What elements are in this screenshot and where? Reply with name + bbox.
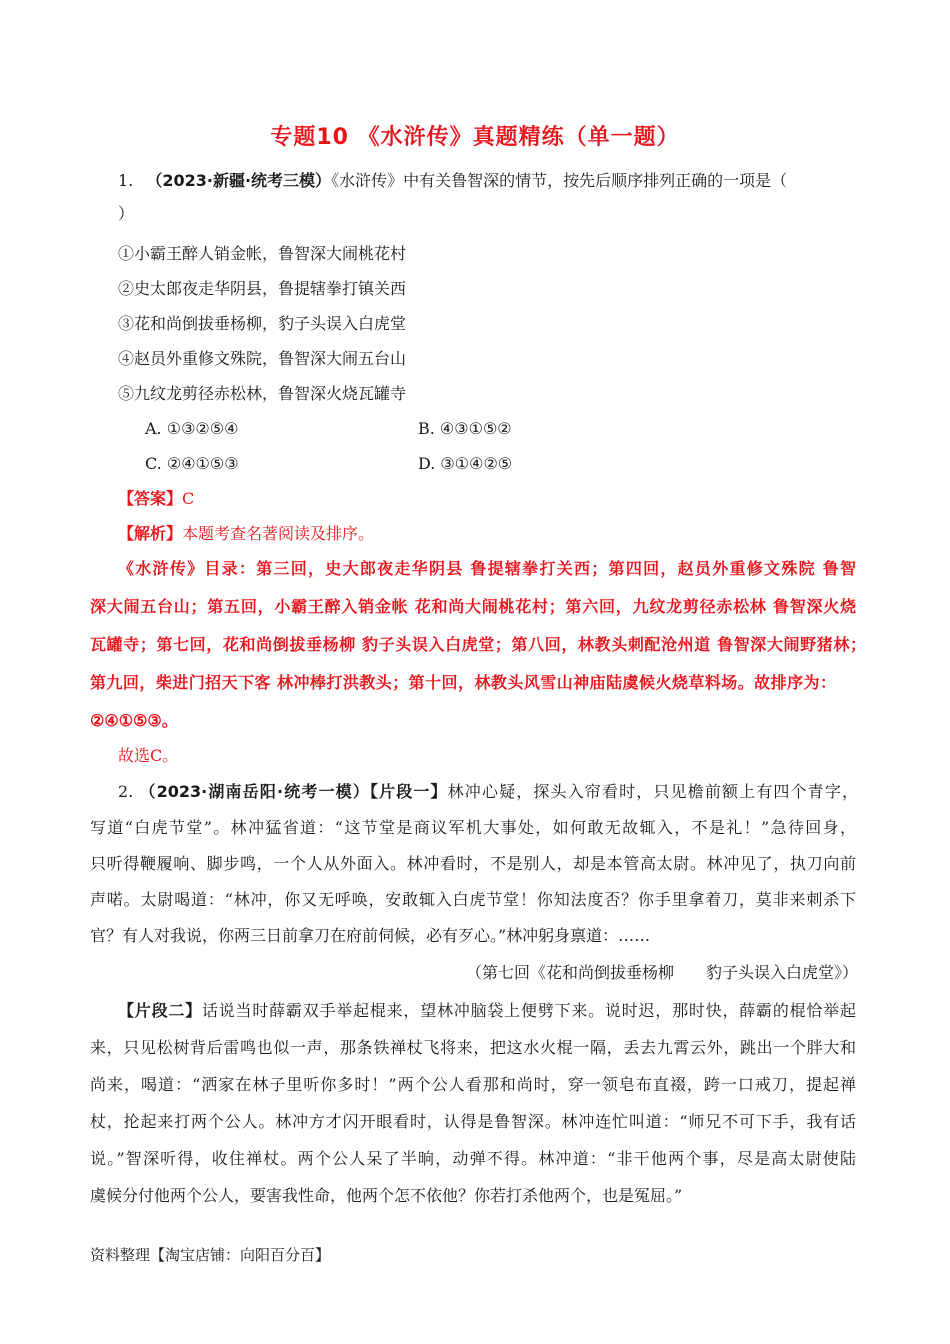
question-stem: 《水浒传》中有关鲁智深的情节，按先后顺序排列正确的一项是（	[331, 171, 788, 190]
answer	[118, 488, 194, 510]
segment-label: 【片段一】	[369, 782, 448, 801]
paragraph-line: 来，只见松树背后雷鸣也似一声，那条铁禅杖飞将来，把这水火棍一隔，丢去九霄云外，跳出一个胖大和	[90, 1038, 856, 1057]
list-item: ③花和尚倒拔垂杨柳，豹子头误入白虎堂	[118, 314, 407, 333]
segment-label: 【片段二】	[118, 1001, 202, 1020]
option-c: C. ②④①⑤③	[145, 454, 239, 473]
list-item: ④赵员外重修文殊院，鲁智深大闹五台山	[118, 349, 407, 368]
list-item: ①小霸王醉人销金帐，鲁智深大闹桃花村	[118, 244, 407, 263]
analysis	[118, 523, 374, 545]
question-source: （2023·湖南岳阳·统考一模）	[139, 782, 370, 801]
list-item: ⑤九纹龙剪径赤松林，鲁智深火烧瓦罐寺	[118, 384, 407, 403]
page-title: 专题10 《水浒传》真题精练（单一题）	[270, 125, 680, 150]
answer-label: 【答案】	[118, 489, 183, 508]
question-2-stem	[118, 781, 858, 803]
paragraph-line: 虞候分付他两个公人，要害我性命，他两个怎不依他？你若打杀他两个，也是冤屈。”	[90, 1186, 683, 1205]
analysis-line: 第九回，柴进门招天下客 林冲棒打洪教头；第十回，林教头风雪山神庙陆虞候火烧草料场。故排序为：	[90, 673, 836, 692]
segment-text: 话说当时薛霸双手举起棍来，望林冲脑袋上便劈下来。说时迟，那时快，薛霸的棍恰举起	[201, 1001, 856, 1020]
footer: 资料整理【淘宝店铺：向阳百分百】	[90, 1246, 331, 1264]
analysis-label: 【解析】	[118, 524, 183, 543]
answer-value: C	[182, 489, 195, 508]
analysis-line: 《水浒传》目录：第三回，史大郎夜走华阴县 鲁提辖拳打关西；第四回，赵员外重修文殊院 鲁智	[118, 559, 856, 578]
conclusion: 故选C。	[118, 746, 179, 765]
segment-text: 林冲心疑，探头入帘看时，只见檐前额上有四个青字，	[447, 782, 858, 801]
analysis-line: 瓦罐寺；第七回，花和尚倒拔垂杨柳 豹子头误入白虎堂；第八回，林教头刺配沧州道 鲁智深大闹野猪林；	[90, 635, 866, 654]
question-1-stem-cont: ）	[118, 204, 135, 223]
segment-source: （第七回《花和尚倒拔垂杨柳 豹子头误入白虎堂》）	[465, 963, 858, 982]
option-d: D. ③①④②⑤	[418, 454, 513, 473]
analysis-line: 深大闹五台山；第五回，小霸王醉入销金帐 花和尚大闹桃花村；第六回，九纹龙剪径赤松林 鲁智深火烧	[90, 597, 856, 616]
analysis-intro: 本题考查名著阅读及排序。	[182, 524, 375, 543]
paragraph-line: 写道“白虎节堂”。林冲猛省道：“这节堂是商议军机大事处，如何敢无故辄入，不是礼！”急待回身，	[90, 818, 856, 837]
paragraph-line: 官？有人对我说，你两三日前拿刀在府前伺候，必有歹心。”林冲躬身禀道：……	[90, 926, 651, 945]
question-number: 1.	[118, 171, 134, 190]
segment-2-first	[118, 1000, 856, 1022]
question-number: 2.	[118, 782, 134, 801]
paragraph-line: 只听得鞭履响、脚步鸣，一个人从外面入。林冲看时，不是别人，却是本管高太尉。林冲见了，执刀向前	[90, 854, 856, 873]
option-b: B. ④③①⑤②	[418, 419, 512, 438]
question-1-stem	[118, 170, 787, 192]
question-source: （2023·新疆·统考三模）	[146, 171, 332, 190]
list-item: ②史太郎夜走华阴县，鲁提辖拳打镇关西	[118, 279, 407, 298]
analysis-line: ②④①⑤③。	[90, 711, 178, 730]
option-a: A. ①③②⑤④	[145, 419, 239, 438]
paragraph-line: 杖，抡起来打两个公人。林冲方才闪开眼看时，认得是鲁智深。林冲连忙叫道：“师兄不可下手，我有话	[90, 1112, 856, 1131]
paragraph-line: 声喏。太尉喝道：“林冲，你又无呼唤，安敢辄入白虎节堂！你知法度否？你手里拿着刀，莫非来刺杀下	[90, 890, 856, 909]
paragraph-line: 尚来，喝道：“洒家在林子里听你多时！”两个公人看那和尚时，穿一领皂布直裰，跨一口戒刀，提起禅	[90, 1075, 856, 1094]
paragraph-line: 说。”智深听得，收住禅杖。两个公人呆了半晌，动弹不得。林冲道：“非干他两个事，尽是高太尉使陆	[90, 1149, 856, 1168]
